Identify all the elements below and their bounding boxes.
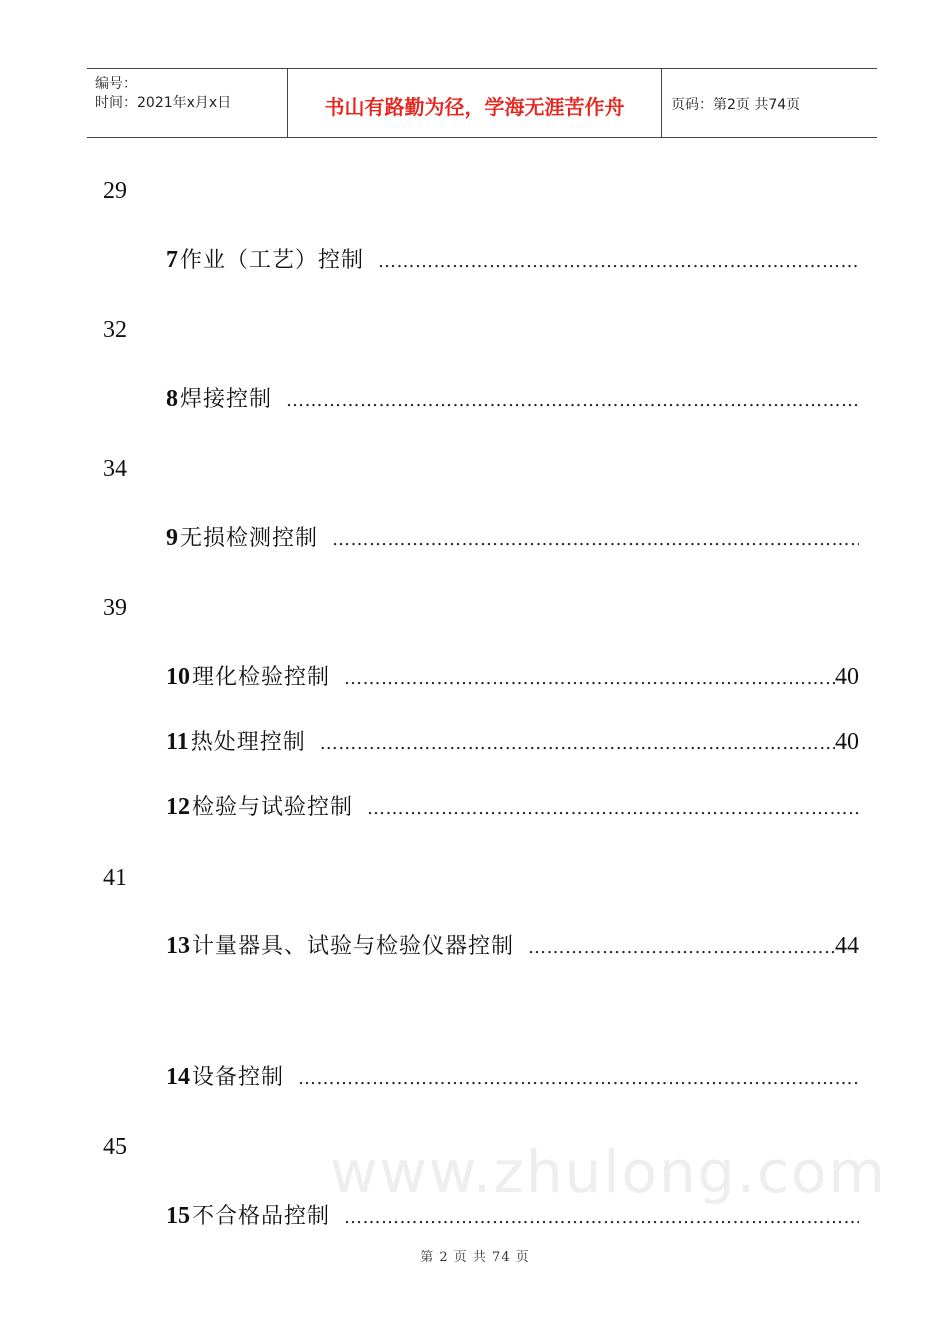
date-line: 时间：2021年x月x日: [95, 95, 232, 111]
toc-page-number: 29: [103, 178, 127, 204]
toc-entry-title: 设备控制: [192, 1065, 285, 1090]
toc-leader-dots: [298, 1068, 859, 1089]
toc-entry-title: 理化检验控制: [192, 665, 331, 690]
toc-entry-title: 无损检测控制: [180, 526, 319, 551]
header-meta-cell: [87, 69, 287, 137]
header-page-cell: [661, 69, 877, 137]
toc-entry-10[interactable]: [166, 660, 859, 691]
toc-leader-dots: [528, 937, 835, 958]
motto: 书山有路勤为径，学海无涯苦作舟: [324, 95, 625, 119]
toc-entry-number: 15: [166, 1203, 190, 1229]
page-header: [87, 68, 877, 138]
toc-page-number: 32: [103, 317, 127, 343]
toc-entry-15[interactable]: [166, 1199, 859, 1230]
toc-entry-13[interactable]: [166, 929, 859, 960]
watermark: www.zhulong.com: [330, 1138, 887, 1206]
toc-entry-page: 44: [835, 933, 859, 959]
header-motto-cell: [287, 69, 662, 137]
toc-page-number: 39: [103, 595, 127, 621]
toc-leader-dots: [344, 1207, 859, 1228]
toc-entry-page: 40: [835, 664, 859, 690]
toc-entry-number: 14: [166, 1064, 190, 1090]
toc-entry-number: 9: [166, 525, 178, 551]
toc-entry-14[interactable]: [166, 1060, 859, 1091]
toc-entry-11[interactable]: [166, 725, 859, 756]
toc-leader-dots: [378, 251, 859, 272]
page-info: 页码：第2页 共74页: [671, 97, 801, 113]
toc-entry-number: 12: [166, 794, 190, 820]
toc-entry-number: 13: [166, 933, 190, 959]
toc-entry-title: 作业（工艺）控制: [180, 248, 365, 273]
toc-entry-number: 7: [166, 247, 178, 273]
toc-leader-dots: [367, 798, 859, 819]
toc-page-number: 41: [103, 865, 127, 891]
toc-entry-number: 11: [166, 729, 189, 755]
toc-entry-number: 10: [166, 664, 190, 690]
toc-page-number: 34: [103, 456, 127, 482]
toc-leader-dots: [320, 733, 835, 754]
toc-page-number: 45: [103, 1134, 127, 1160]
toc-entry-7[interactable]: [166, 243, 859, 274]
toc-entry-8[interactable]: [166, 382, 859, 413]
toc-entry-number: 8: [166, 386, 178, 412]
toc-entry-title: 焊接控制: [180, 387, 273, 412]
toc-entry-title: 不合格品控制: [192, 1204, 331, 1229]
toc-entry-12[interactable]: [166, 790, 859, 821]
toc-leader-dots: [286, 390, 859, 411]
toc-entry-page: 40: [835, 729, 859, 755]
toc-leader-dots: [344, 668, 835, 689]
toc-entry-9[interactable]: [166, 521, 859, 552]
toc-entry-title: 热处理控制: [190, 730, 306, 755]
page-footer: 第 2 页 共 74 页: [420, 1250, 530, 1265]
serial-label: 编号：: [95, 76, 137, 92]
toc-entry-title: 计量器具、试验与检验仪器控制: [192, 934, 515, 959]
toc-entry-title: 检验与试验控制: [192, 795, 354, 820]
toc-leader-dots: [332, 529, 859, 550]
